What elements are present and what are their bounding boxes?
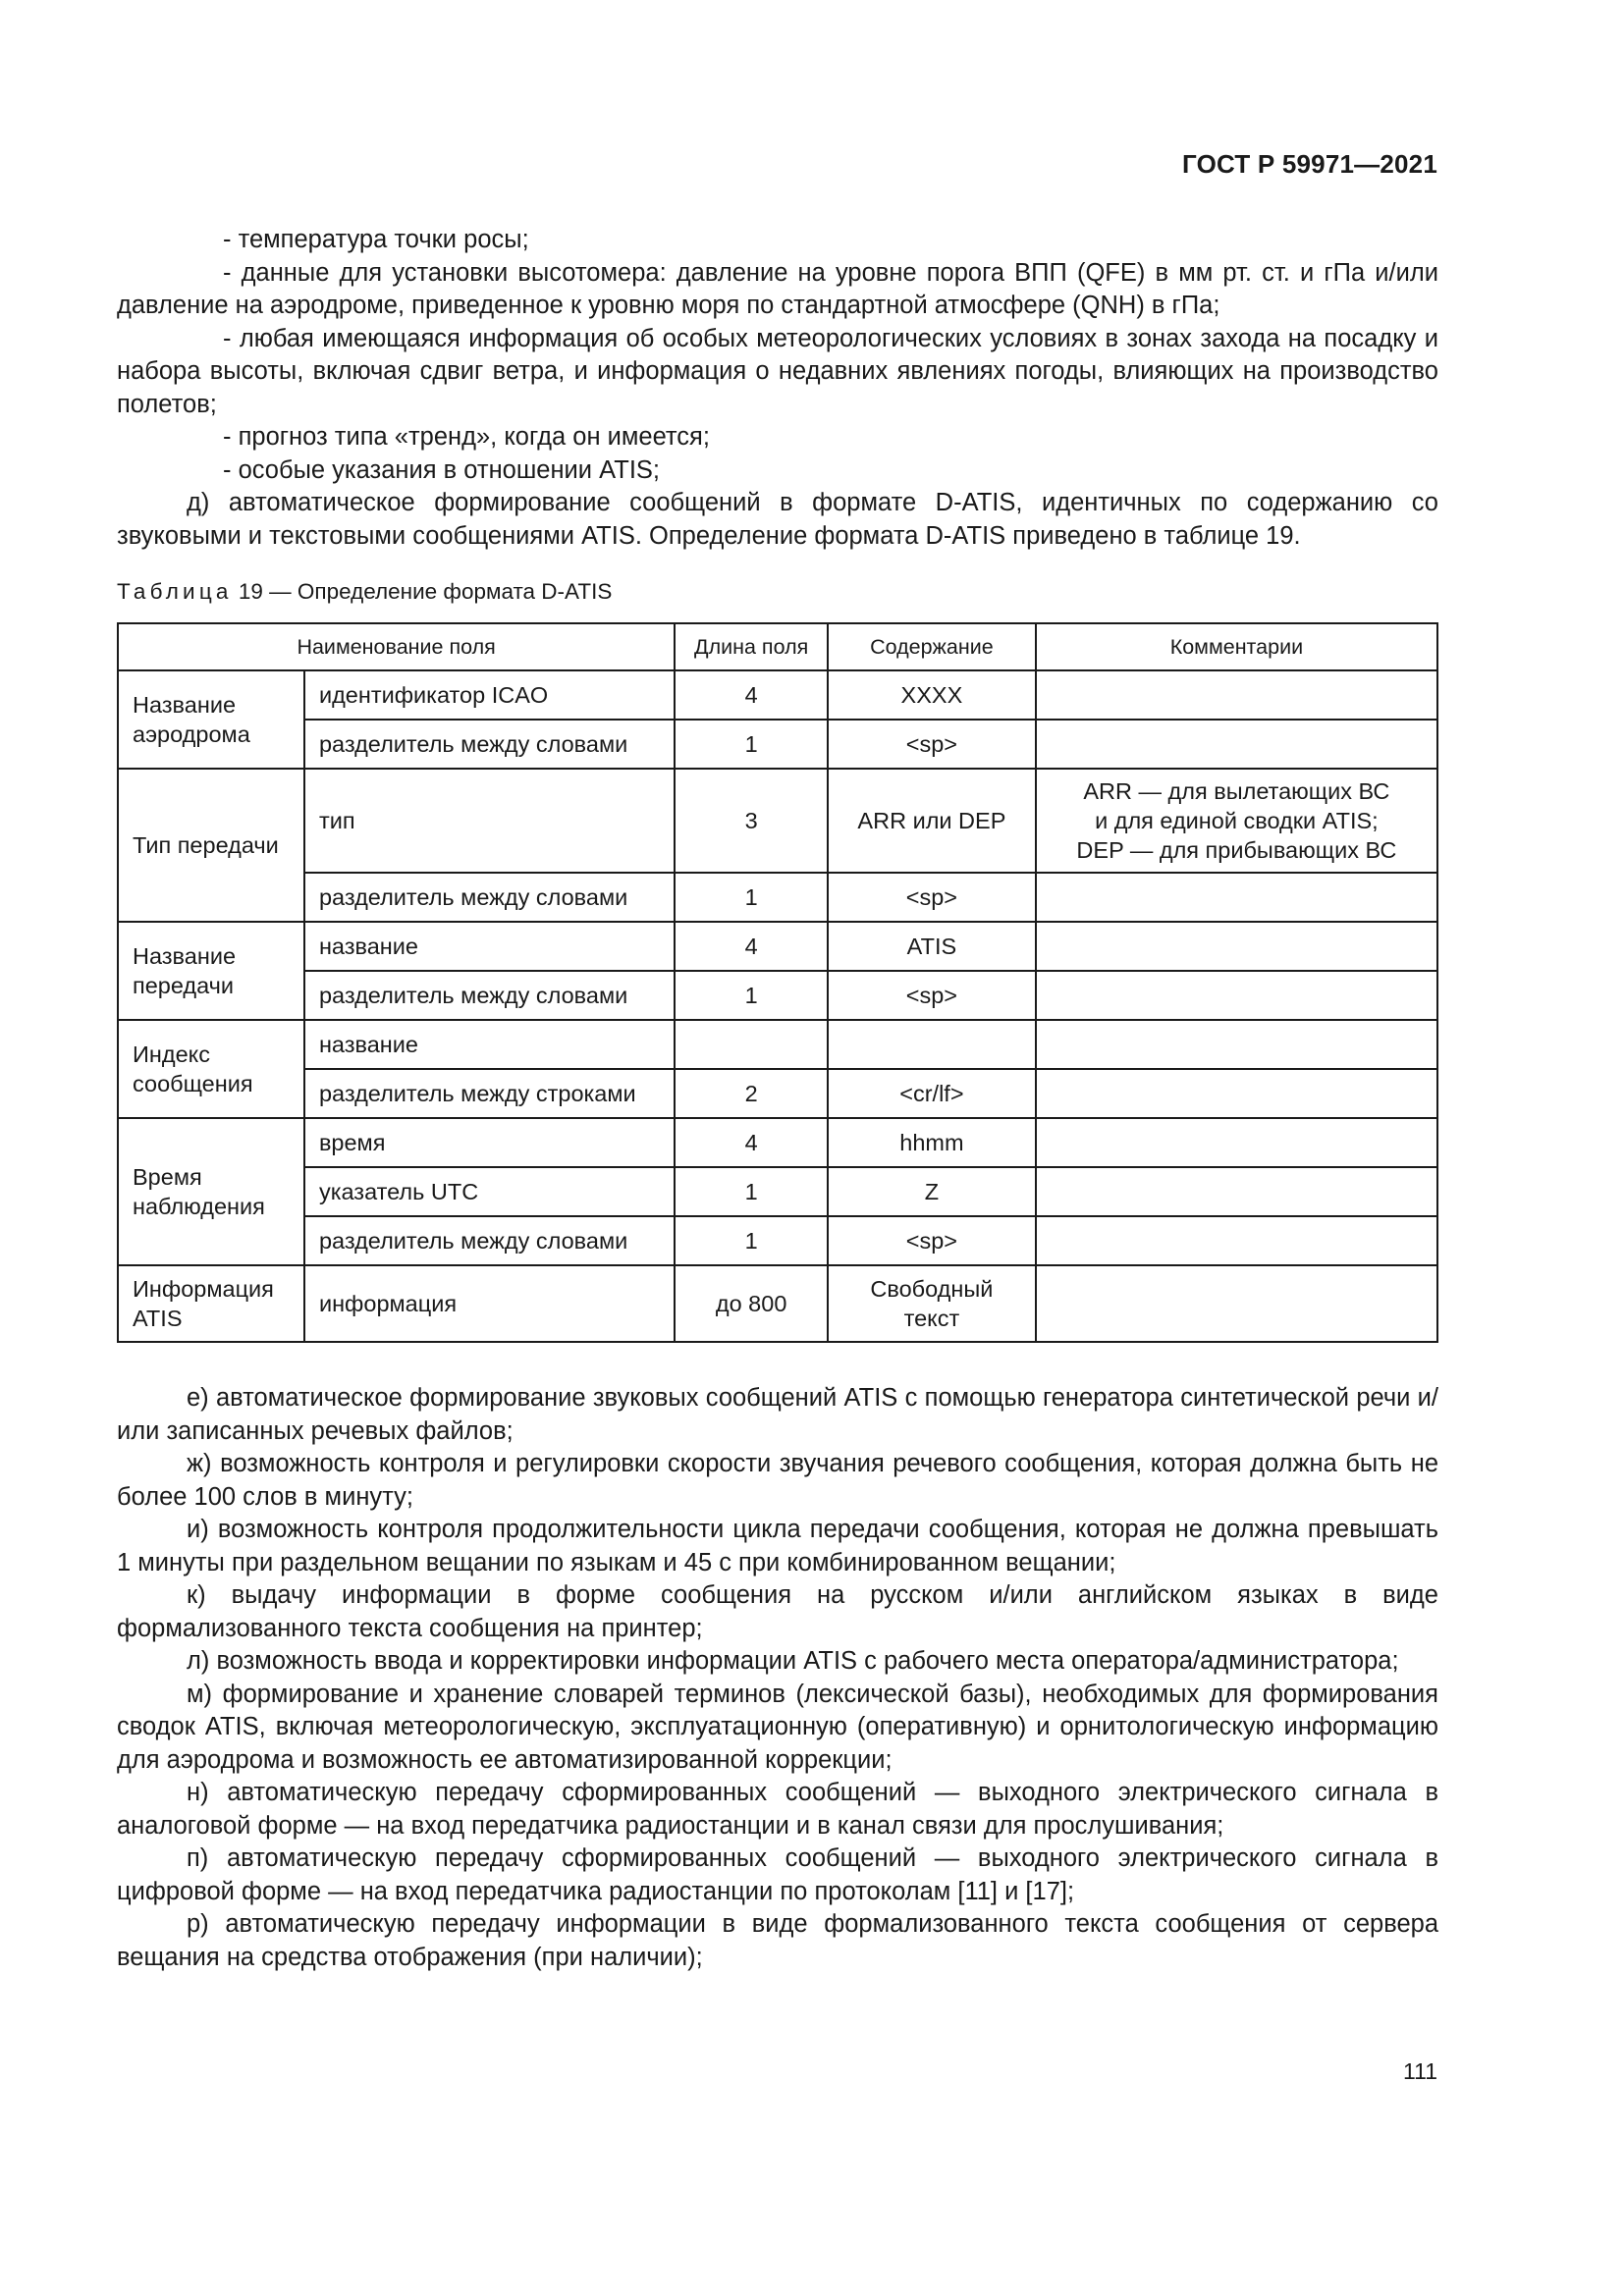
paragraph-l: л) возможность ввода и корректировки информации ATIS с рабочего места оператора/администратора; — [187, 1647, 1399, 1675]
datis-format-table — [117, 622, 1438, 1343]
paragraph-zh: ж) возможность контроля и регулировки скорости звучания речевого сообщения, которая должна быть не более 100 слов в минуту; — [117, 1450, 1438, 1511]
cell-comment — [1036, 670, 1437, 720]
text-block-bottom — [117, 1382, 1438, 1974]
cell-length: 1 — [675, 1216, 828, 1265]
cell-content: ARR или DEP — [828, 769, 1036, 873]
list-item-atis-notes: - особые указания в отношении ATIS; — [223, 455, 660, 484]
document-id: ГОСТ Р 59971—2021 — [1182, 149, 1437, 179]
group-message-index: Индекс сообщения — [118, 1020, 304, 1118]
group-observation-time: Время наблюдения — [118, 1118, 304, 1265]
cell-content: Z — [828, 1167, 1036, 1216]
cell-content: <sp> — [828, 1216, 1036, 1265]
table-row — [118, 971, 1437, 1020]
group-atis-info: Информация ATIS — [118, 1265, 304, 1342]
comment-line: и для единой сводки ATIS; — [1095, 808, 1379, 833]
cell-subfield: разделитель между словами — [304, 1216, 675, 1265]
cell-subfield: время — [304, 1118, 675, 1167]
cell-length: 2 — [675, 1069, 828, 1118]
cell-length: 3 — [675, 769, 828, 873]
table-row — [118, 1265, 1437, 1342]
cell-length: 1 — [675, 720, 828, 769]
cell-comment — [1036, 922, 1437, 971]
cell-content: <cr/lf> — [828, 1069, 1036, 1118]
cell-comment — [1036, 1020, 1437, 1069]
cell-subfield: разделитель между словами — [304, 873, 675, 922]
paragraph-d: д) автоматическое формирование сообщений в формате D-ATIS, идентичных по содержанию со звуковыми и текстовыми сообщениями ATIS. Определение формата D-ATIS приведено в таблице 19. — [117, 489, 1438, 550]
comment-line: ARR — для вылетающих ВС — [1083, 778, 1390, 804]
cell-length: 4 — [675, 922, 828, 971]
table-caption-prefix: Таблица — [117, 579, 233, 604]
paragraph-m: м) формирование и хранение словарей терминов (лексической базы), необходимых для формирования сводок ATIS, включая метеорологическую, эксплуатационную (оперативную) и орнитологическую информацию для аэродрома и возможность ее автоматизированной коррекции; — [117, 1680, 1438, 1774]
cell-comment — [1036, 769, 1437, 873]
cell-subfield: идентификатор ICAO — [304, 670, 675, 720]
cell-comment — [1036, 1167, 1437, 1216]
comment-line: DEP — для прибывающих ВС — [1076, 837, 1397, 863]
cell-content: hhmm — [828, 1118, 1036, 1167]
cell-length — [675, 1020, 828, 1069]
table-row — [118, 720, 1437, 769]
paragraph-n: н) автоматическую передачу сформированных сообщений — выходного электрического сигнала в аналоговой форме — на вход передатчика радиостанции и в канал связи для прослушивания; — [117, 1779, 1438, 1840]
table-row — [118, 922, 1437, 971]
table-row — [118, 873, 1437, 922]
cell-content: <sp> — [828, 873, 1036, 922]
cell-content: XXXX — [828, 670, 1036, 720]
paragraph-r: р) автоматическую передачу информации в виде формализованного текста сообщения от сервера вещания на средства отображения (при наличии); — [117, 1910, 1438, 1971]
table-row — [118, 769, 1437, 873]
group-transmission-name: Название передачи — [118, 922, 304, 1020]
cell-subfield: разделитель между строками — [304, 1069, 675, 1118]
cell-subfield: разделитель между словами — [304, 720, 675, 769]
table-row — [118, 1069, 1437, 1118]
content-line: Свободный — [870, 1276, 994, 1302]
cell-length: 1 — [675, 1167, 828, 1216]
cell-content: <sp> — [828, 971, 1036, 1020]
cell-content: ATIS — [828, 922, 1036, 971]
paragraph-p: п) автоматическую передачу сформированных сообщений — выходного электрического сигнала в цифровой форме — на вход передатчика радиостанции по протоколам [11] и [17]; — [117, 1844, 1438, 1905]
table-row — [118, 670, 1437, 720]
list-item-dew-point: - температура точки росы; — [223, 226, 529, 253]
header-field-length: Длина поля — [675, 623, 828, 670]
cell-comment — [1036, 873, 1437, 922]
page-number: 111 — [1403, 2058, 1437, 2084]
paragraph-e: е) автоматическое формирование звуковых сообщений ATIS с помощью генератора синтетической речи и/или записанных речевых файлов; — [117, 1384, 1438, 1445]
cell-content — [828, 1265, 1036, 1342]
cell-comment — [1036, 1216, 1437, 1265]
table-row — [118, 1216, 1437, 1265]
table-row — [118, 1118, 1437, 1167]
cell-subfield: название — [304, 922, 675, 971]
group-transmission-type: Тип передачи — [118, 769, 304, 922]
cell-comment — [1036, 1069, 1437, 1118]
cell-subfield: тип — [304, 769, 675, 873]
cell-content — [828, 1020, 1036, 1069]
cell-subfield: разделитель между словами — [304, 971, 675, 1020]
list-item-met-conditions: - любая имеющаяся информация об особых метеорологических условиях в зонах захода на посадку и набора высоты, включая сдвиг ветра, и информация о недавних явлениях погоды, влияющих на производство полетов; — [117, 324, 1438, 418]
table-header-row — [118, 623, 1437, 670]
cell-length: 1 — [675, 873, 828, 922]
header-comments: Комментарии — [1036, 623, 1437, 670]
group-aerodrome-name: Название аэродрома — [118, 670, 304, 769]
cell-length: 4 — [675, 1118, 828, 1167]
cell-subfield: информация — [304, 1265, 675, 1342]
table-row — [118, 1020, 1437, 1069]
table-caption-title: 19 — Определение формата D-ATIS — [238, 579, 613, 604]
cell-length: до 800 — [675, 1265, 828, 1342]
cell-comment — [1036, 720, 1437, 769]
cell-comment — [1036, 971, 1437, 1020]
table-row — [118, 1167, 1437, 1216]
cell-subfield: указатель UTC — [304, 1167, 675, 1216]
header-field-name: Наименование поля — [118, 623, 675, 670]
table-caption — [117, 579, 612, 605]
content-line: текст — [903, 1306, 960, 1331]
paragraph-i: и) возможность контроля продолжительности цикла передачи сообщения, которая не должна превышать 1 минуты при раздельном вещании по языкам и 45 с при комбинированном вещании; — [117, 1516, 1438, 1576]
cell-comment — [1036, 1265, 1437, 1342]
header-content: Содержание — [828, 623, 1036, 670]
list-item-altimeter: - данные для установки высотомера: давление на уровне порога ВПП (QFE) в мм рт. ст. и гПа и/или давление на аэродроме, приведенное к уровню моря по стандартной атмосфере (QNH) в гПа; — [117, 258, 1438, 319]
paragraph-k: к) выдачу информации в форме сообщения на русском и/или английском языках в виде формализованного текста сообщения на принтер; — [117, 1581, 1438, 1642]
cell-length: 1 — [675, 971, 828, 1020]
text-block-top — [117, 224, 1438, 553]
cell-length: 4 — [675, 670, 828, 720]
cell-comment — [1036, 1118, 1437, 1167]
list-item-trend: - прогноз типа «тренд», когда он имеется; — [223, 423, 710, 451]
cell-content: <sp> — [828, 720, 1036, 769]
cell-subfield: название — [304, 1020, 675, 1069]
